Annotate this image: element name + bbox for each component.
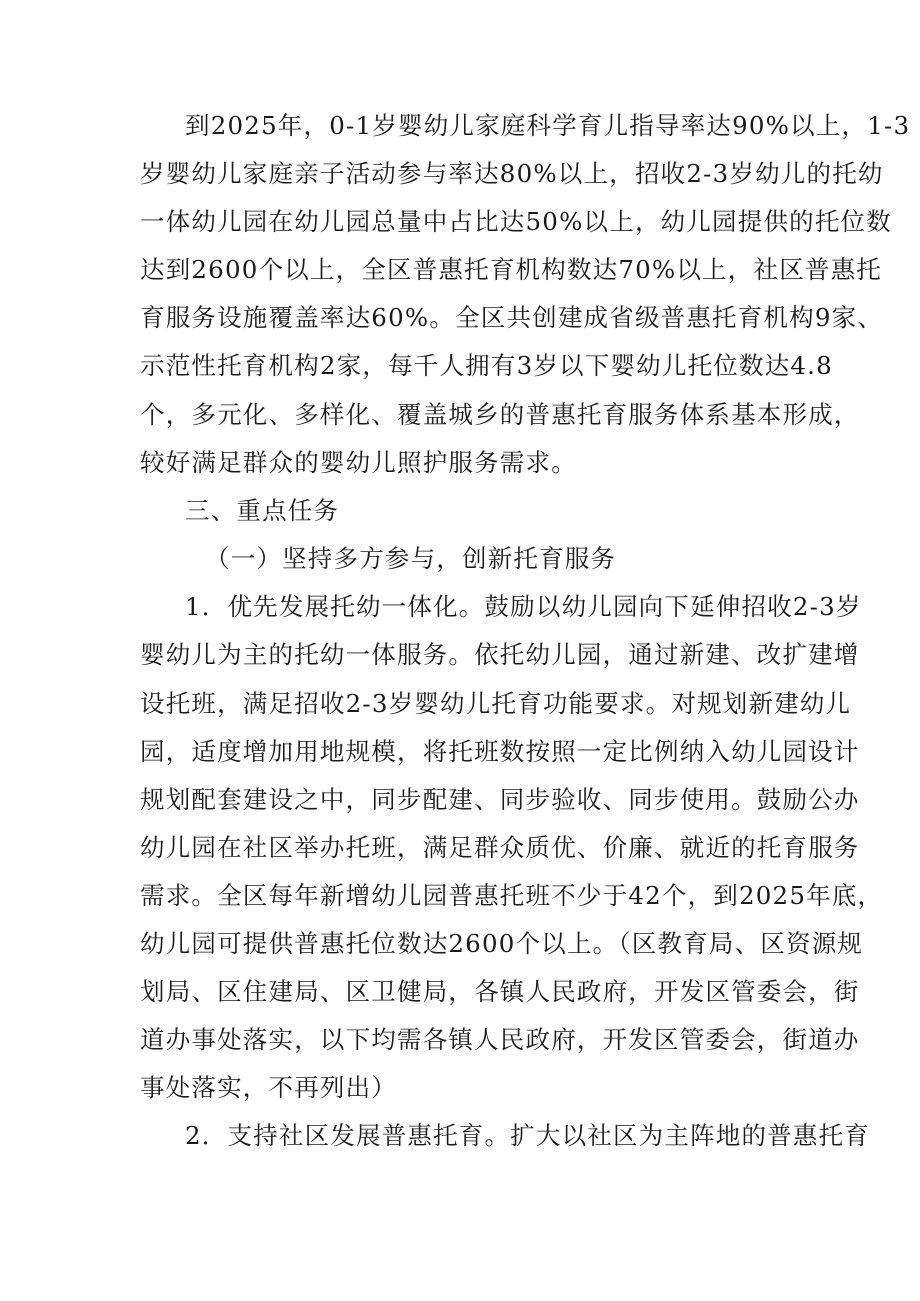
item-1-line-9: 划局、区住建局、区卫健局，各镇人民政府，开发区管委会，街 [140, 977, 860, 1006]
item-1-line-8: 幼儿园可提供普惠托位数达2600个以上。（区教育局、区资源规 [140, 929, 864, 958]
item-1-line-10: 道办事处落实，以下均需各镇人民政府，开发区管委会，街道办 [140, 1025, 860, 1054]
item-1-line-4: 园，适度增加用地规模，将托班数按照一定比例纳入幼儿园设计 [140, 737, 860, 766]
item-1-line-6: 幼儿园在社区举办托班，满足群众质优、价廉、就近的托育服务 [140, 833, 860, 862]
item-1-line-3: 设托班，满足招收2-3岁婴幼儿托育功能要求。对规划新建幼儿 [140, 689, 852, 718]
item-2-line-1: 2．支持社区发展普惠托育。扩大以社区为主阵地的普惠托育 [185, 1121, 870, 1150]
section-heading: 三、重点任务 [185, 496, 340, 525]
item-1-line-5: 规划配套建设之中，同步配建、同步验收、同步使用。鼓励公办 [140, 785, 860, 814]
item-1-line-7: 需求。全区每年新增幼儿园普惠托班不少于42个，到2025年底， [140, 881, 884, 910]
paragraph-1-line-3: 一体幼儿园在幼儿园总量中占比达50%以上，幼儿园提供的托位数 [140, 207, 892, 236]
subsection-heading: （一）坚持多方参与，创新托育服务 [205, 544, 617, 573]
paragraph-1-line-1: 到2025年，0-1岁婴幼儿家庭科学育儿指导率达90%以上，1-3 [185, 111, 911, 140]
paragraph-1-line-2: 岁婴幼儿家庭亲子活动参与率达80%以上，招收2-3岁幼儿的托幼 [140, 159, 884, 188]
paragraph-1-line-6: 示范性托育机构2家，每千人拥有3岁以下婴幼儿托位数达4.8 [140, 351, 833, 380]
paragraph-1-line-7: 个，多元化、多样化、覆盖城乡的普惠托育服务体系基本形成， [140, 400, 860, 429]
paragraph-1-line-4: 达到2600个以上，全区普惠托育机构数达70%以上，社区普惠托 [140, 255, 883, 284]
paragraph-1-line-8: 较好满足群众的婴幼儿照护服务需求。 [140, 448, 577, 477]
paragraph-1-line-5: 育服务设施覆盖率达60%。全区共创建成省级普惠托育机构9家、 [140, 303, 884, 332]
item-1-line-2: 婴幼儿为主的托幼一体服务。依托幼儿园，通过新建、改扩建增 [140, 640, 860, 669]
item-1-line-1: 1．优先发展托幼一体化。鼓励以幼儿园向下延伸招收2-3岁 [185, 592, 862, 621]
item-1-line-11: 事处落实，不再列出） [140, 1073, 397, 1102]
